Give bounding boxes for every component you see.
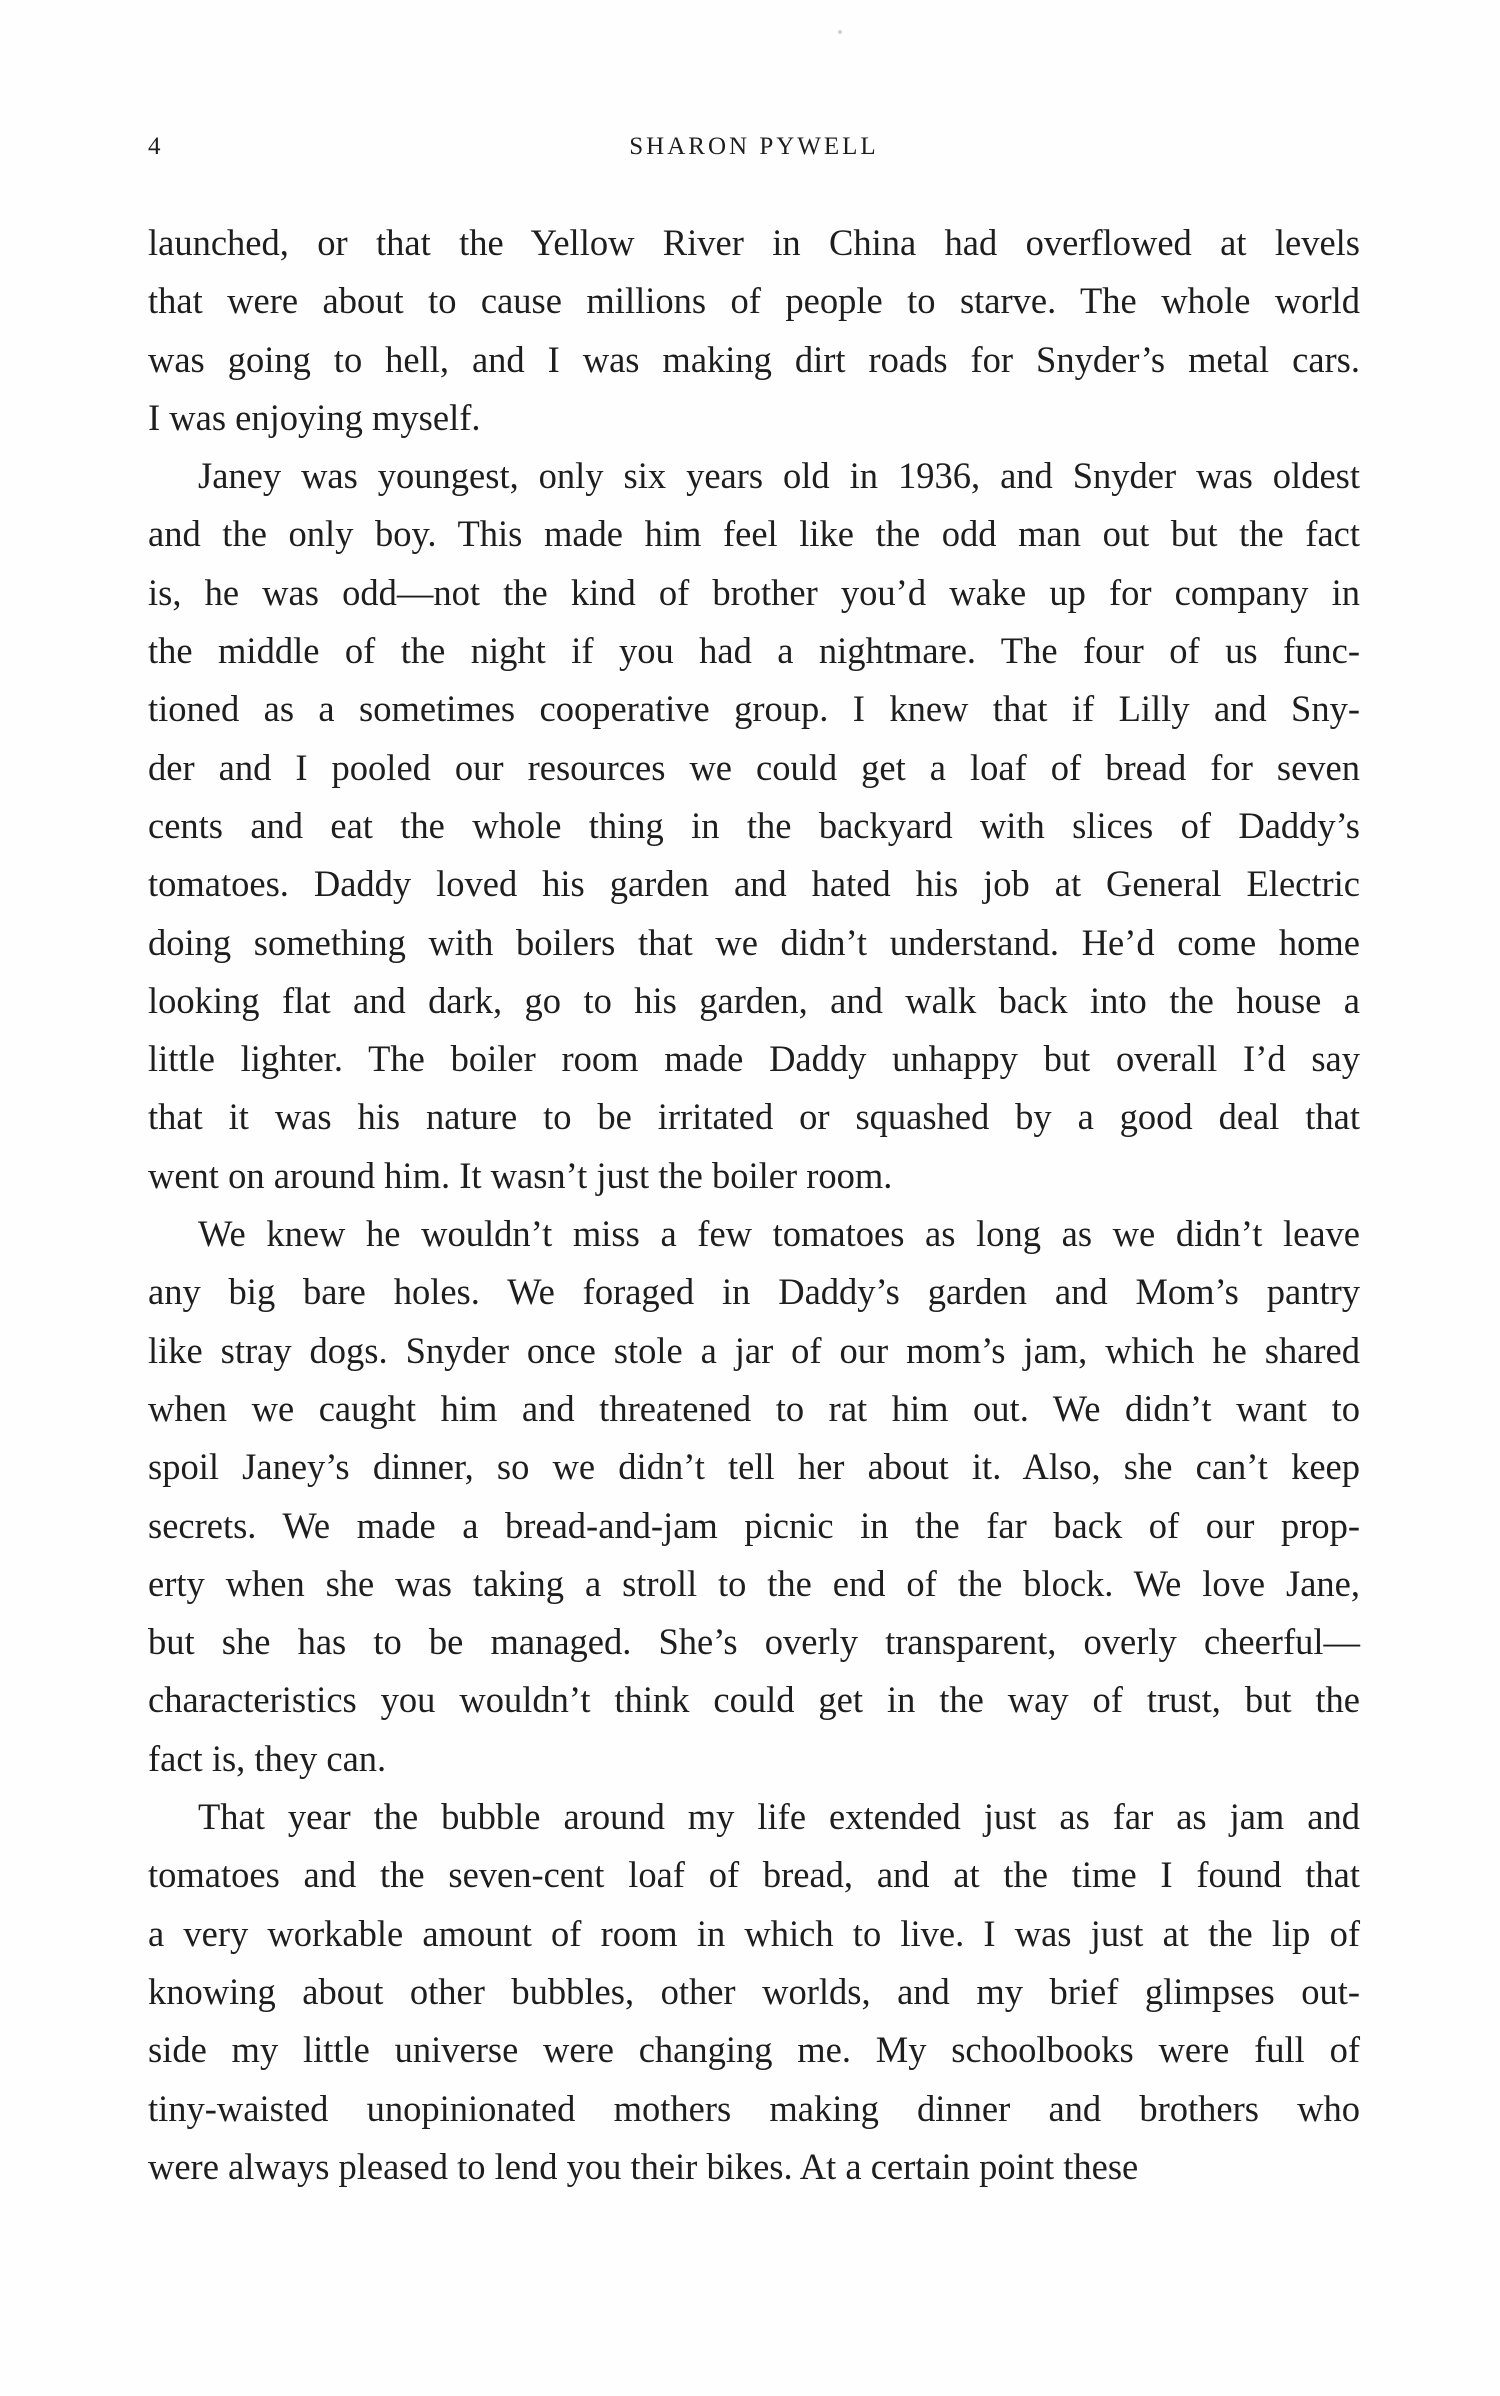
- text-line: fact is, they can.: [148, 1737, 387, 1779]
- text-line: knowing about other bubbles, other worlds, and my brief glimpses out-: [148, 1970, 1360, 2012]
- text-line: when we caught him and threatened to rat him out. We didn’t want to: [148, 1387, 1360, 1429]
- text-line: a very workable amount of room in which to live. I was just at the lip of: [148, 1912, 1360, 1954]
- text-line: I was enjoying myself.: [148, 396, 481, 438]
- text-line: little lighter. The boiler room made Daddy unhappy but overall I’d say: [148, 1038, 1360, 1080]
- text-line: tioned as a sometimes cooperative group. I knew that if Lilly and Sny-: [148, 688, 1360, 730]
- text-line: and the only boy. This made him feel like the odd man out but the fact: [148, 513, 1360, 555]
- text-line: that it was his nature to be irritated or squashed by a good deal that: [148, 1096, 1360, 1138]
- text-line: characteristics you wouldn’t think could get in the way of trust, but the: [148, 1679, 1360, 1721]
- text-line: launched, or that the Yellow River in China had overflowed at levels: [148, 222, 1360, 263]
- text-line: was going to hell, and I was making dirt roads for Snyder’s metal cars.: [148, 338, 1360, 380]
- text-line: Janey was youngest, only six years old in 1936, and Snyder was oldest: [198, 455, 1360, 497]
- text-line: der and I pooled our resources we could get a loaf of bread for seven: [148, 746, 1360, 788]
- text-line: secrets. We made a bread-and-jam picnic in the far back of our prop-: [148, 1504, 1360, 1546]
- body-text: [148, 214, 1360, 2196]
- text-line: erty when she was taking a stroll to the end of the block. We love Jane,: [148, 1562, 1360, 1604]
- text-line: went on around him. It wasn’t just the boiler room.: [148, 1154, 893, 1196]
- text-line: like stray dogs. Snyder once stole a jar of our mom’s jam, which he shared: [148, 1329, 1360, 1371]
- text-line: were always pleased to lend you their bikes. At a certain point these: [148, 2145, 1139, 2187]
- text-line: tiny-waisted unopinionated mothers making dinner and brothers who: [148, 2087, 1360, 2129]
- text-line: tomatoes and the seven-cent loaf of bread, and at the time I found that: [148, 1854, 1360, 1896]
- page-number: 4: [148, 133, 161, 160]
- text-line: but she has to be managed. She’s overly transparent, overly cheerful—: [148, 1621, 1360, 1663]
- text-line: any big bare holes. We foraged in Daddy’s garden and Mom’s pantry: [148, 1271, 1360, 1313]
- text-line: We knew he wouldn’t miss a few tomatoes as long as we didn’t leave: [198, 1213, 1360, 1255]
- running-head-author: SHARON PYWELL: [629, 133, 879, 160]
- text-line: looking flat and dark, go to his garden, and walk back into the house a: [148, 979, 1360, 1021]
- text-line: That year the bubble around my life extended just as far as jam and: [198, 1796, 1360, 1838]
- scan-speck: [838, 30, 842, 34]
- text-line: side my little universe were changing me. My schoolbooks were full of: [148, 2029, 1360, 2071]
- text-line: spoil Janey’s dinner, so we didn’t tell her about it. Also, she can’t keep: [148, 1446, 1360, 1488]
- text-line: cents and eat the whole thing in the backyard with slices of Daddy’s: [148, 804, 1360, 846]
- text-line: the middle of the night if you had a nightmare. The four of us func-: [148, 630, 1360, 672]
- text-line: doing something with boilers that we didn’t understand. He’d come home: [148, 921, 1360, 963]
- text-line: that were about to cause millions of people to starve. The whole world: [148, 280, 1360, 322]
- running-head: [148, 133, 1360, 173]
- text-line: tomatoes. Daddy loved his garden and hated his job at General Electric: [148, 863, 1360, 905]
- text-line: is, he was odd—not the kind of brother you’d wake up for company in: [148, 571, 1360, 613]
